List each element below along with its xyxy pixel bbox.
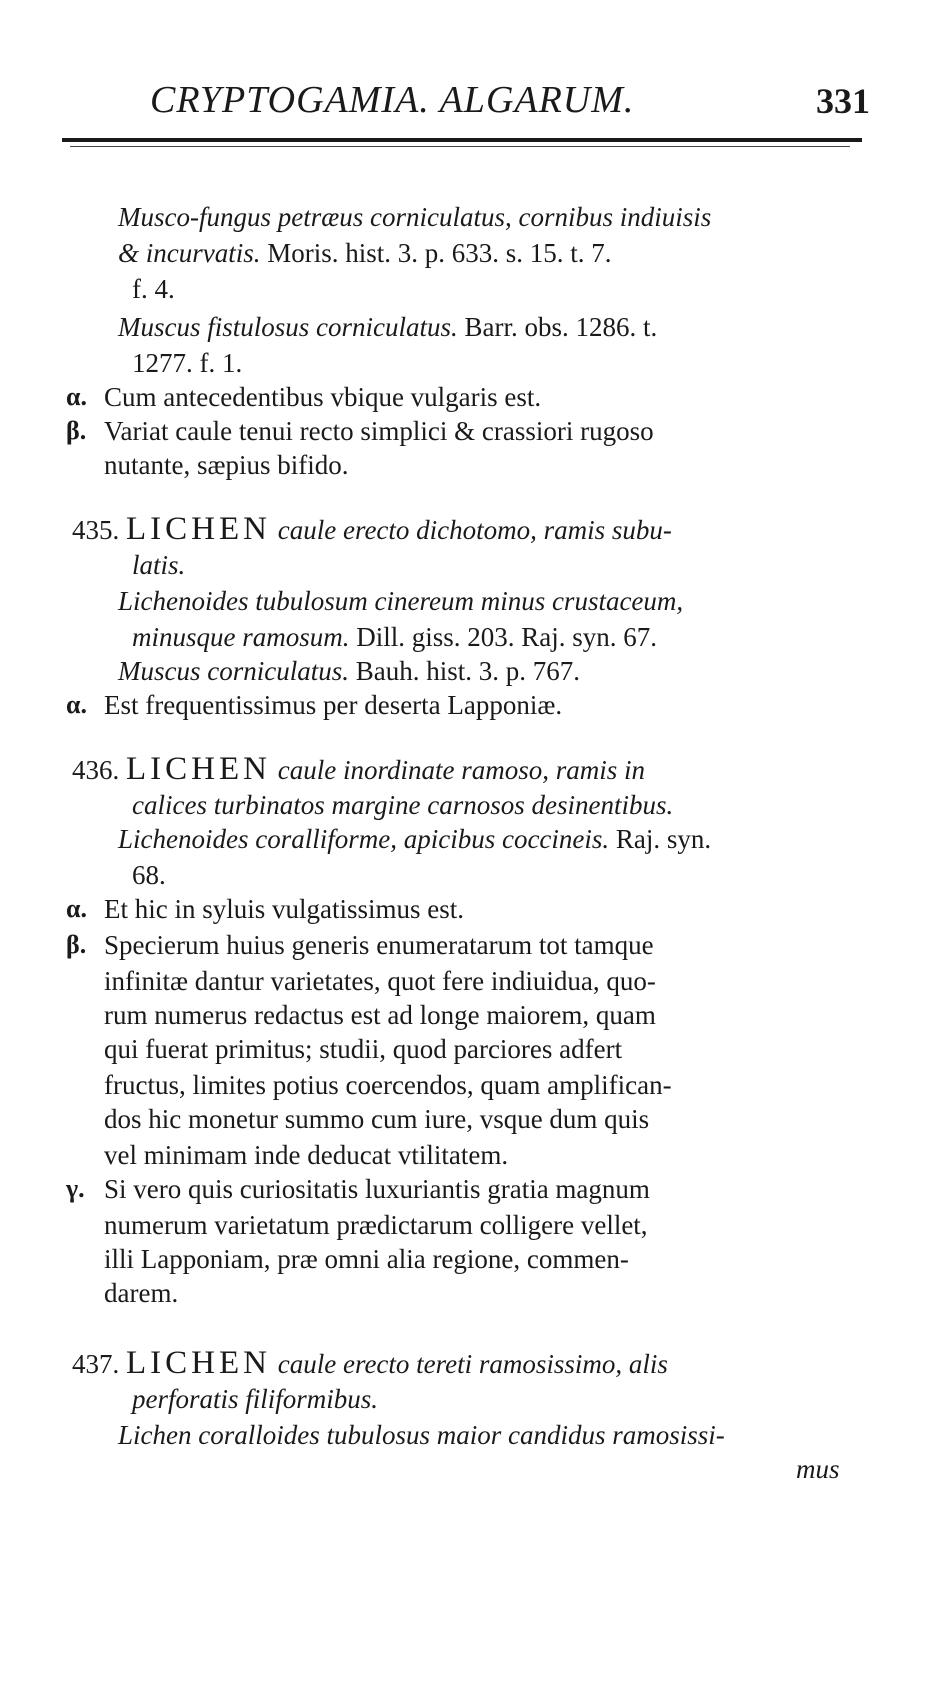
text-line [72, 512, 672, 547]
line-fragment: Est frequentissimus per deserta Lapponiæ. [104, 690, 563, 720]
line-fragment: Muscus corniculatus. [118, 656, 349, 686]
header-rule [62, 138, 862, 142]
line-fragment: perforatis filiformibus. [132, 1384, 379, 1414]
text-line [132, 788, 673, 822]
text-line [132, 858, 166, 892]
text-line [132, 272, 175, 306]
text-line [104, 1102, 649, 1136]
text-line [72, 1346, 668, 1381]
line-fragment: Musco-fungus petræus corniculatus, cornibus indiuisis [118, 202, 712, 232]
line-fragment: 436. [72, 755, 126, 785]
variety-marker: α. [66, 382, 88, 411]
text-line [104, 892, 464, 926]
line-fragment: Barr. obs. 1286. t. [457, 312, 658, 342]
text-line [104, 1242, 629, 1276]
line-fragment: darem. [104, 1278, 179, 1308]
text-line [104, 688, 562, 722]
text-line [104, 1172, 650, 1206]
line-fragment: infinitæ dantur varietates, quot fere indiuidua, quo- [104, 966, 656, 996]
page-number: 331 [816, 81, 870, 121]
text-line [118, 822, 711, 856]
page-header [150, 78, 870, 128]
genus-name: LICHEN [126, 751, 271, 787]
line-fragment: Moris. hist. 3. p. 633. s. 15. t. 7. [260, 238, 612, 268]
text-line [132, 346, 242, 380]
line-fragment: fructus, limites potius coercendos, quam amplifican- [104, 1070, 672, 1100]
text-line [104, 414, 654, 448]
line-fragment: 435. [72, 515, 126, 545]
line-fragment: 68. [132, 860, 166, 890]
text-line [104, 1208, 648, 1242]
text-line [796, 1452, 840, 1486]
line-fragment: Lichen coralloides tubulosus maior candidus ramosissi- [118, 1420, 725, 1450]
line-fragment: latis. [132, 550, 186, 580]
line-fragment: caule erecto tereti ramosissimo, alis [270, 1349, 668, 1379]
text-line [104, 1276, 178, 1310]
text-line [132, 1382, 378, 1416]
text-line [118, 236, 612, 270]
header-rule-thin [70, 146, 850, 147]
line-fragment: Lichenoides coralliforme, apicibus coccineis. [118, 824, 610, 854]
line-fragment: Dill. giss. 203. Raj. syn. 67. [349, 622, 658, 652]
text-line [104, 998, 656, 1032]
line-fragment: caule inordinate ramoso, ramis in [270, 755, 645, 785]
line-fragment: Et hic in syluis vulgatissimus est. [104, 894, 465, 924]
line-fragment: caule erecto dichotomo, ramis subu- [270, 515, 672, 545]
variety-marker: β. [66, 416, 87, 445]
text-line [132, 620, 657, 654]
variety-marker: γ. [66, 1174, 85, 1203]
genus-name: LICHEN [126, 511, 271, 547]
text-line [118, 654, 580, 688]
line-fragment: Bauh. hist. 3. p. 767. [348, 656, 580, 686]
text-line [104, 1032, 622, 1066]
line-fragment: illi Lapponiam, præ omni alia regione, commen- [104, 1244, 629, 1274]
line-fragment: nutante, sæpius bifido. [104, 450, 349, 480]
text-line [118, 1418, 725, 1452]
line-fragment: qui fuerat primitus; studii, quod parciores adfert [104, 1034, 623, 1064]
genus-name: LICHEN [126, 1345, 271, 1381]
line-fragment: 437. [72, 1349, 126, 1379]
line-fragment: 1277. f. 1. [132, 348, 243, 378]
variety-marker: β. [66, 930, 87, 959]
line-fragment: f. 4. [132, 274, 175, 304]
line-fragment: Variat caule tenui recto simplici & crassiori rugoso [104, 416, 654, 446]
text-line [104, 928, 654, 962]
text-line [104, 964, 656, 998]
text-line [132, 548, 185, 582]
line-fragment: numerum varietatum prædictarum colligere vellet, [104, 1210, 648, 1240]
text-line [104, 1138, 508, 1172]
line-fragment: Cum antecedentibus vbique vulgaris est. [104, 382, 542, 412]
text-line [118, 200, 711, 234]
line-fragment: Si vero quis curiositatis luxuriantis gratia magnum [104, 1174, 650, 1204]
variety-marker: α. [66, 894, 88, 923]
text-line [118, 584, 683, 618]
line-fragment: & incurvatis. [118, 238, 261, 268]
text-line [104, 380, 541, 414]
line-fragment: vel minimam inde deducat vtilitatem. [104, 1140, 509, 1170]
running-title: CRYPTOGAMIA. ALGARUM. [150, 79, 635, 121]
text-line [104, 1068, 672, 1102]
line-fragment: Specierum huius generis enumeratarum tot tamque [104, 930, 654, 960]
text-line [72, 752, 645, 787]
line-fragment: dos hic monetur summo cum iure, vsque dum quis [104, 1104, 650, 1134]
line-fragment: minusque ramosum. [132, 622, 350, 652]
text-line [118, 310, 657, 344]
line-fragment: Raj. syn. [609, 824, 712, 854]
text-line [104, 448, 349, 482]
variety-marker: α. [66, 690, 88, 719]
line-fragment: rum numerus redactus est ad longe maiorem, quam [104, 1000, 656, 1030]
line-fragment: calices turbinatos margine carnosos desinentibus. [132, 790, 674, 820]
line-fragment: mus [796, 1454, 840, 1484]
line-fragment: Lichenoides tubulosum cinereum minus crustaceum, [118, 586, 684, 616]
line-fragment: Muscus fistulosus corniculatus. [118, 312, 458, 342]
